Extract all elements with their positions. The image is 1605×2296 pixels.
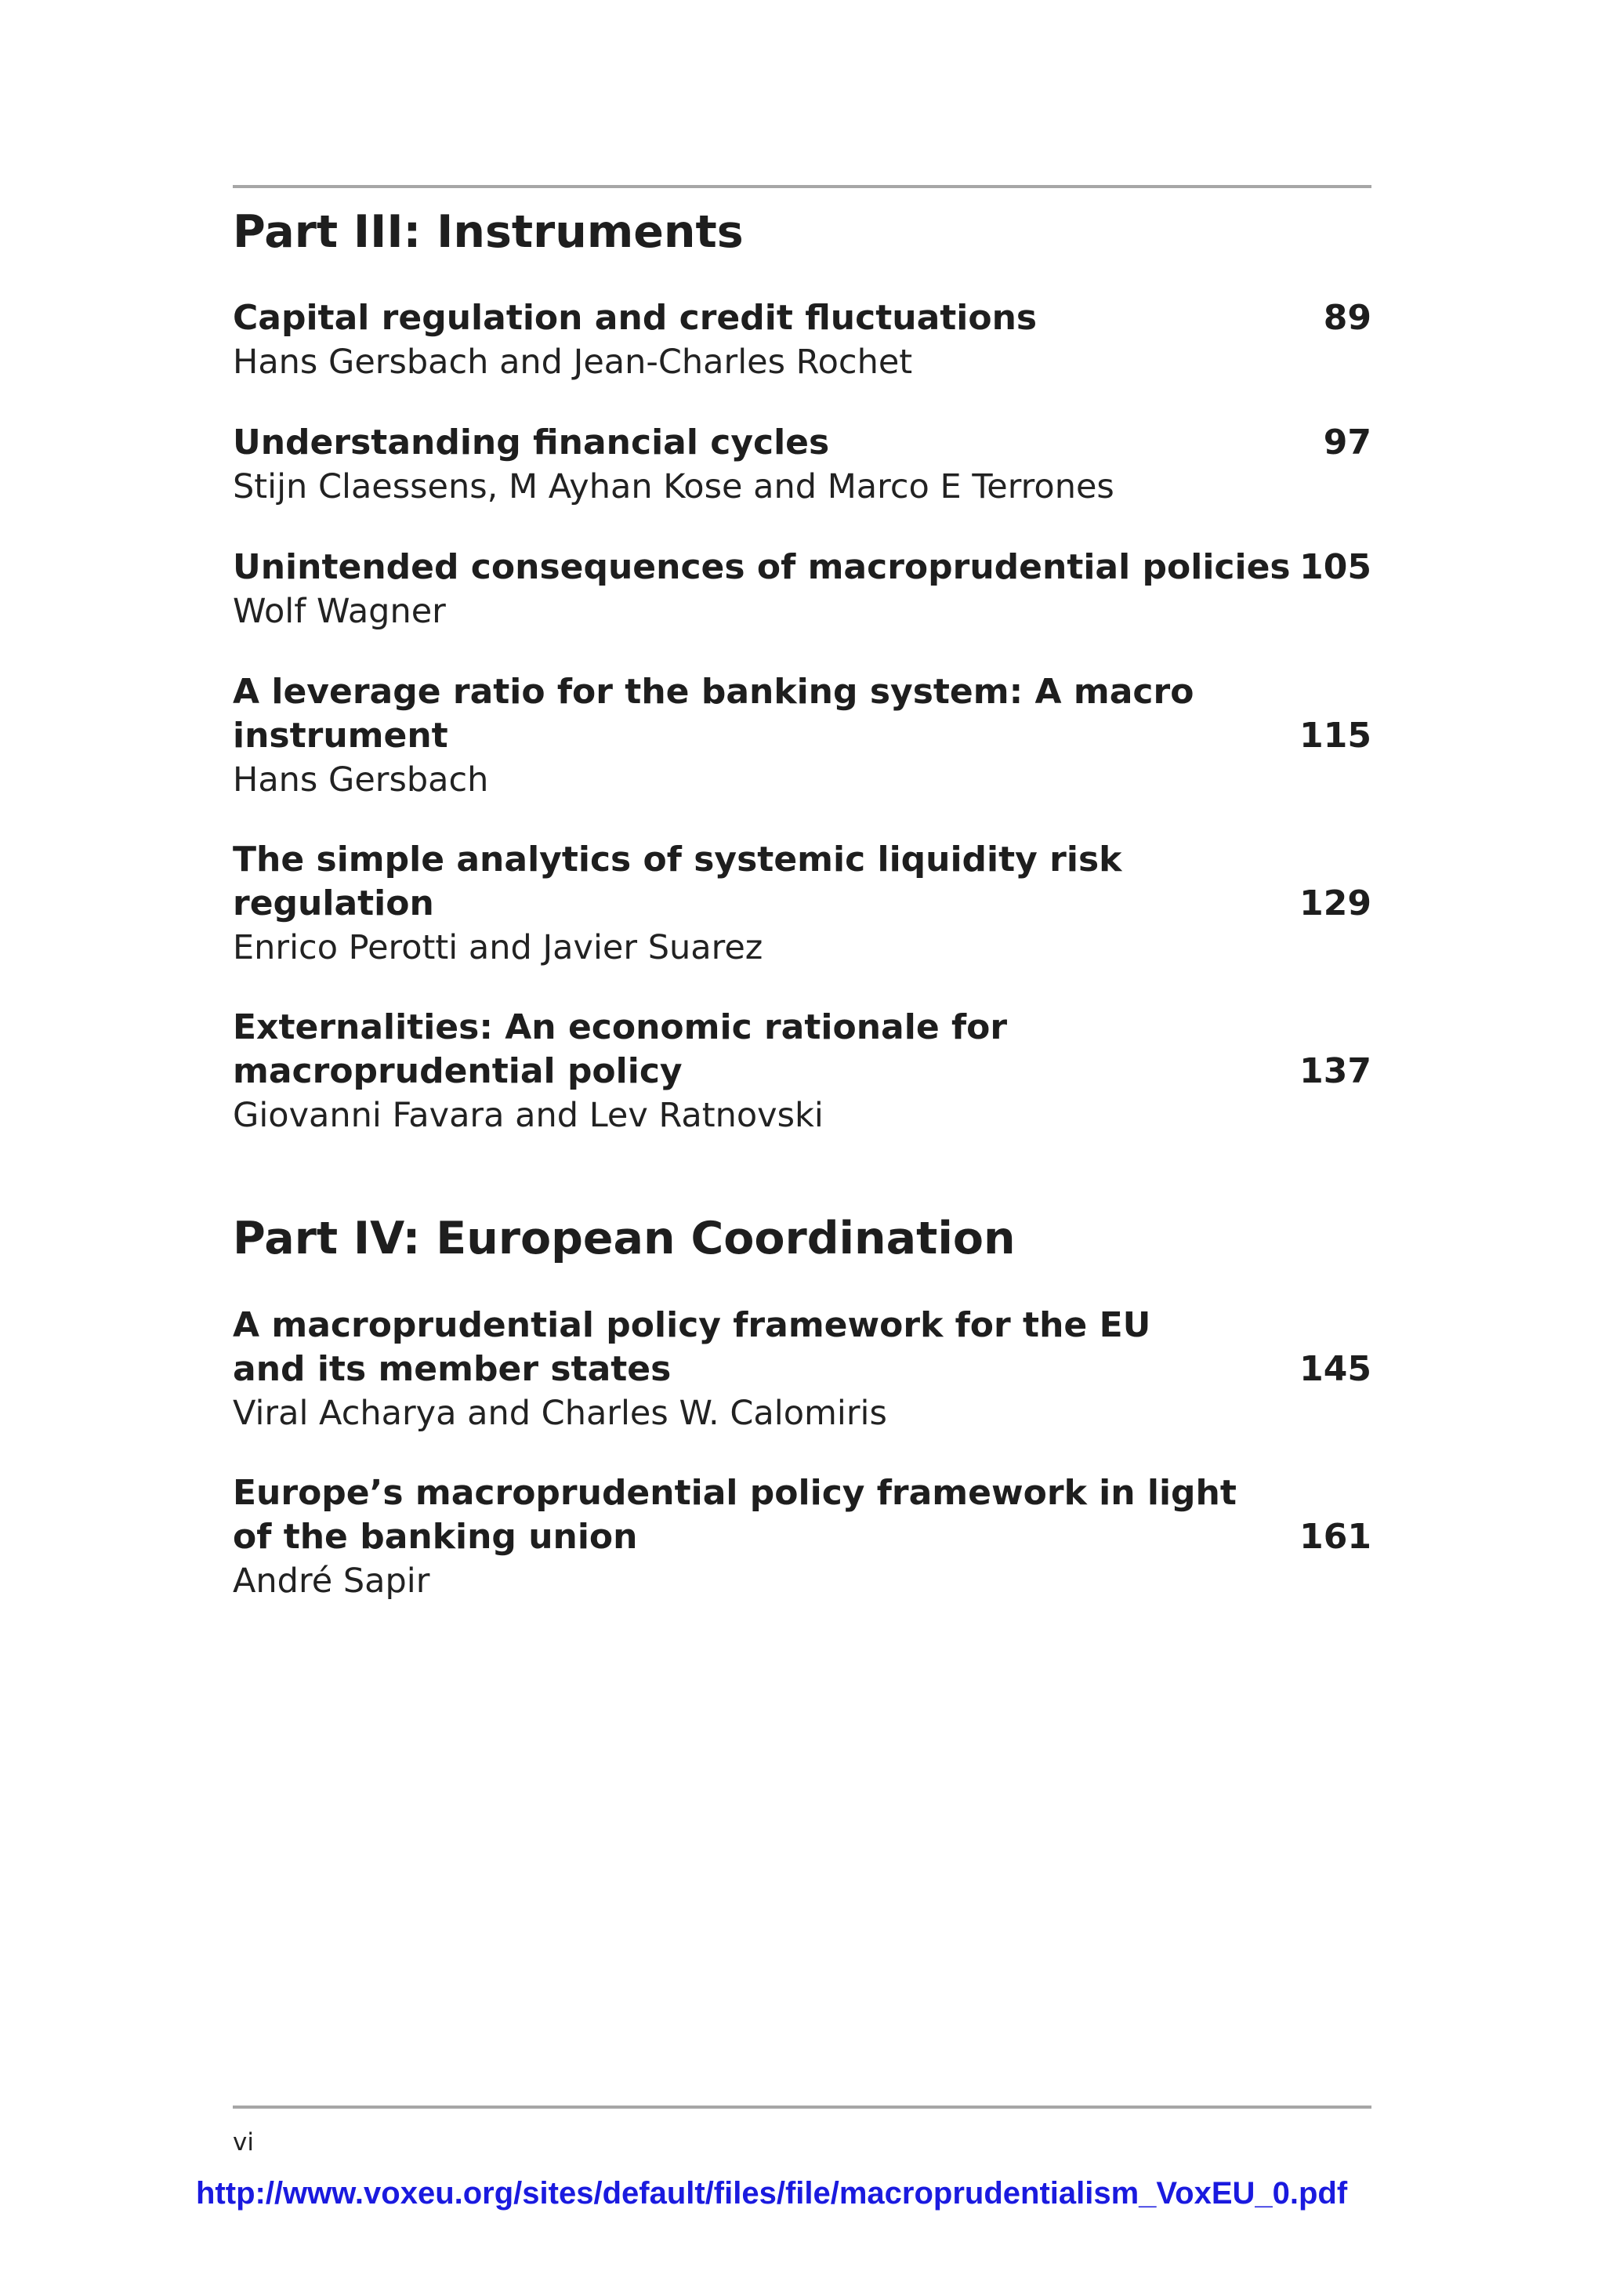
toc-entry-page: 97 [1323,423,1371,462]
toc-entry-page: 89 [1323,298,1371,338]
toc-entry-author: Wolf Wagner [233,592,446,631]
toc-entry[interactable] [233,838,1371,970]
source-url-link[interactable]: http://www.voxeu.org/sites/default/files/file/macroprudentialism_VoxEU_0.pdf [196,2176,1348,2211]
toc-entry-author: Hans Gersbach [233,760,489,800]
part-iii-heading: Part III: Instruments [233,206,744,258]
toc-entry[interactable] [233,1471,1371,1603]
top-rule [233,185,1371,188]
toc-entry-page: 105 [1299,547,1371,587]
toc-entry[interactable] [233,421,1371,509]
footer-page-number: vi [233,2128,254,2156]
toc-entry[interactable] [233,670,1371,802]
toc-entry-title: Externalities: An economic rationale for macroprudential policy [233,1007,1008,1091]
toc-entry-page: 129 [1299,883,1371,923]
toc-entry-author: Viral Acharya and Charles W. Calomiris [233,1394,887,1433]
toc-entry[interactable] [233,1304,1371,1435]
toc-entry-page: 145 [1299,1349,1371,1389]
toc-entry-title: A leverage ratio for the banking system: A macro instrument [233,672,1194,756]
toc-entry-title: Unintended consequences of macroprudential policies [233,547,1291,587]
toc-entry-page: 115 [1299,716,1371,756]
toc-entry-author: Stijn Claessens, M Ayhan Kose and Marco E Terrones [233,467,1114,506]
part-iv-heading: Part IV: European Coordination [233,1213,1016,1264]
toc-entry-page: 137 [1299,1051,1371,1091]
toc-entry[interactable] [233,1006,1371,1137]
toc-entry-title: Understanding financial cycles [233,423,830,462]
toc-entry-author: Giovanni Favara and Lev Ratnovski [233,1096,824,1135]
toc-entry[interactable] [233,296,1371,384]
toc-entry[interactable] [233,546,1371,633]
toc-entry-title: Capital regulation and credit fluctuations [233,298,1038,338]
bottom-rule [233,2106,1371,2109]
toc-entry-title: A macroprudential policy framework for the EU and its member states [233,1305,1151,1389]
toc-entry-title: Europe’s macroprudential policy framework in light of the banking union [233,1473,1237,1557]
toc-entry-title: The simple analytics of systemic liquidity risk regulation [233,840,1122,923]
toc-entry-author: André Sapir [233,1561,430,1601]
toc-entry-page: 161 [1299,1517,1371,1557]
toc-entry-author: Enrico Perotti and Javier Suarez [233,928,763,967]
toc-entry-author: Hans Gersbach and Jean-Charles Rochet [233,343,913,382]
